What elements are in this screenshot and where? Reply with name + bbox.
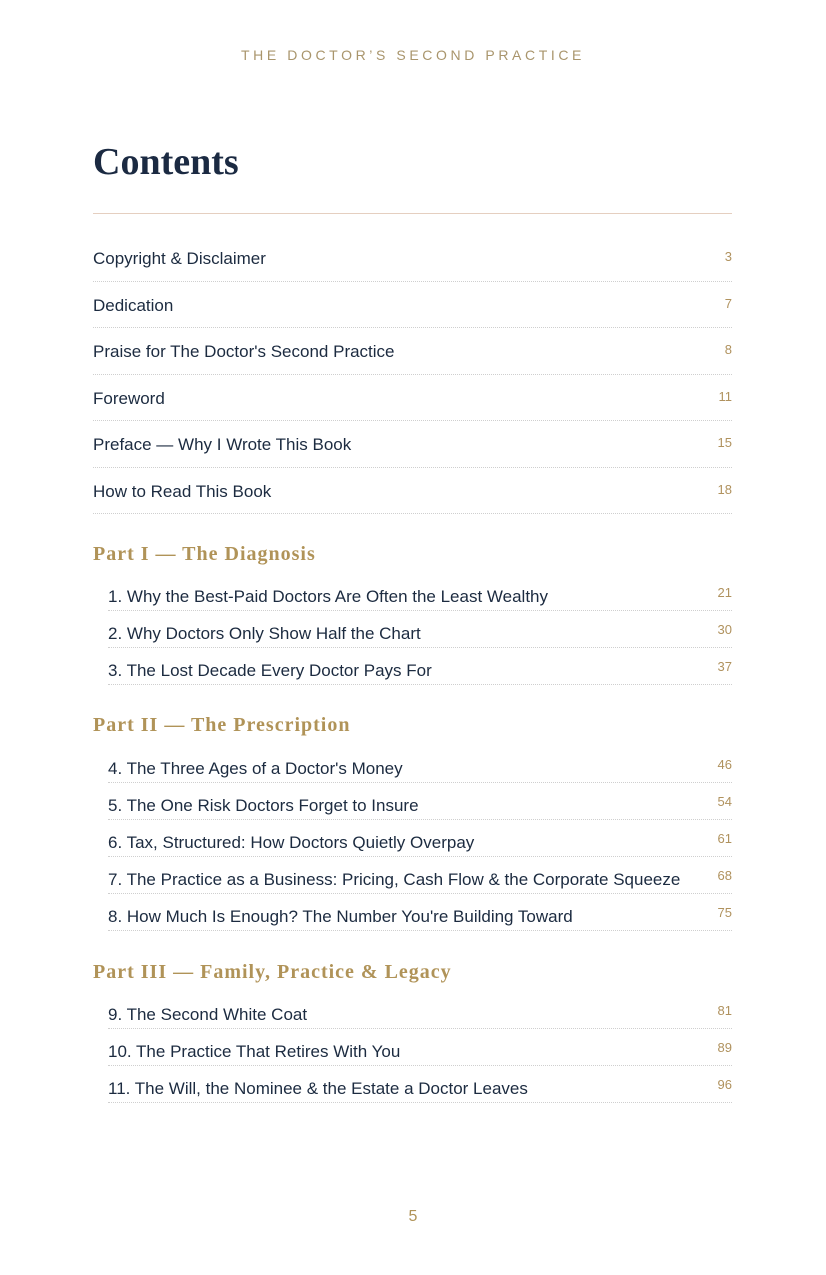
toc-entry-title: Copyright & Disclaimer <box>93 249 266 268</box>
toc-entry-page: 11 <box>718 388 732 404</box>
toc-entry-page: 30 <box>717 622 732 637</box>
toc-entry-copyright[interactable] <box>93 235 732 282</box>
toc-entry-page: 68 <box>717 868 732 883</box>
toc-entry-page: 21 <box>717 585 732 600</box>
toc-chapter-9[interactable] <box>108 992 732 1029</box>
toc-entry-title: Praise for The Doctor's Second Practice <box>93 342 395 361</box>
toc-chapter-7[interactable] <box>108 857 732 894</box>
toc-chapter-1[interactable] <box>108 574 732 611</box>
table-of-contents <box>93 235 732 1103</box>
toc-entry-title: 7. The Practice as a Business: Pricing, Cash Flow & the Corporate Squeeze <box>108 870 681 889</box>
toc-entry-page: 54 <box>717 794 732 809</box>
page-number: 5 <box>408 1208 418 1225</box>
toc-chapter-11[interactable] <box>108 1066 732 1103</box>
toc-entry-title: 3. The Lost Decade Every Doctor Pays For <box>108 661 432 680</box>
toc-entry-title: 8. How Much Is Enough? The Number You're Building Toward <box>108 907 573 926</box>
running-head: THE DOCTOR’S SECOND PRACTICE <box>240 47 585 63</box>
toc-chapter-5[interactable] <box>108 783 732 820</box>
toc-entry-page: 89 <box>717 1040 732 1055</box>
part-heading-1: Part I — The Diagnosis <box>93 543 316 565</box>
toc-entry-title: 5. The One Risk Doctors Forget to Insure <box>108 796 419 815</box>
toc-chapter-6[interactable] <box>108 820 732 857</box>
toc-entry-page: 7 <box>724 295 732 311</box>
toc-entry-title: Dedication <box>93 295 174 315</box>
toc-entry-how-to-read[interactable] <box>93 468 732 515</box>
toc-chapter-10[interactable] <box>108 1029 732 1066</box>
toc-entry-title: 1. Why the Best-Paid Doctors Are Often the Least Wealthy <box>108 587 549 606</box>
toc-entry-page: 81 <box>717 1003 732 1018</box>
toc-entry-title: How to Read This Book <box>93 481 272 501</box>
toc-entry-page: 18 <box>717 481 732 497</box>
toc-entry-page: 8 <box>724 342 732 357</box>
toc-entry-title: Foreword <box>93 388 165 408</box>
toc-entry-title: Preface — Why I Wrote This Book <box>93 435 352 454</box>
toc-chapter-8[interactable] <box>108 894 732 931</box>
part-heading-2: Part II — The Prescription <box>93 714 351 736</box>
toc-entry-praise[interactable] <box>93 328 732 375</box>
toc-entry-page: 96 <box>717 1077 732 1092</box>
toc-entry-page: 3 <box>724 249 732 264</box>
toc-entry-title: 4. The Three Ages of a Doctor's Money <box>108 759 403 778</box>
part-heading-3: Part III — Family, Practice & Legacy <box>93 961 452 983</box>
toc-entry-title: 6. Tax, Structured: How Doctors Quietly Overpay <box>108 833 475 852</box>
page-title: Contents <box>93 141 239 183</box>
toc-entry-preface[interactable] <box>93 421 732 468</box>
toc-chapter-4[interactable] <box>108 746 732 783</box>
toc-entry-title: 9. The Second White Coat <box>108 1005 308 1024</box>
toc-entry-page: 61 <box>717 831 732 846</box>
toc-chapter-2[interactable] <box>108 611 732 648</box>
toc-entry-page: 46 <box>717 757 732 772</box>
toc-chapter-3[interactable] <box>108 648 732 685</box>
toc-entry-page: 75 <box>717 905 732 920</box>
toc-entry-title: 2. Why Doctors Only Show Half the Chart <box>108 624 421 643</box>
toc-entry-title: 10. The Practice That Retires With You <box>108 1042 401 1061</box>
toc-entry-foreword[interactable] <box>93 375 732 422</box>
toc-entry-dedication[interactable] <box>93 282 732 329</box>
toc-entry-page: 15 <box>717 435 732 450</box>
toc-entry-page: 37 <box>717 659 732 674</box>
toc-entry-title: 11. The Will, the Nominee & the Estate a Doctor Leaves <box>108 1079 528 1098</box>
title-rule <box>93 213 732 214</box>
